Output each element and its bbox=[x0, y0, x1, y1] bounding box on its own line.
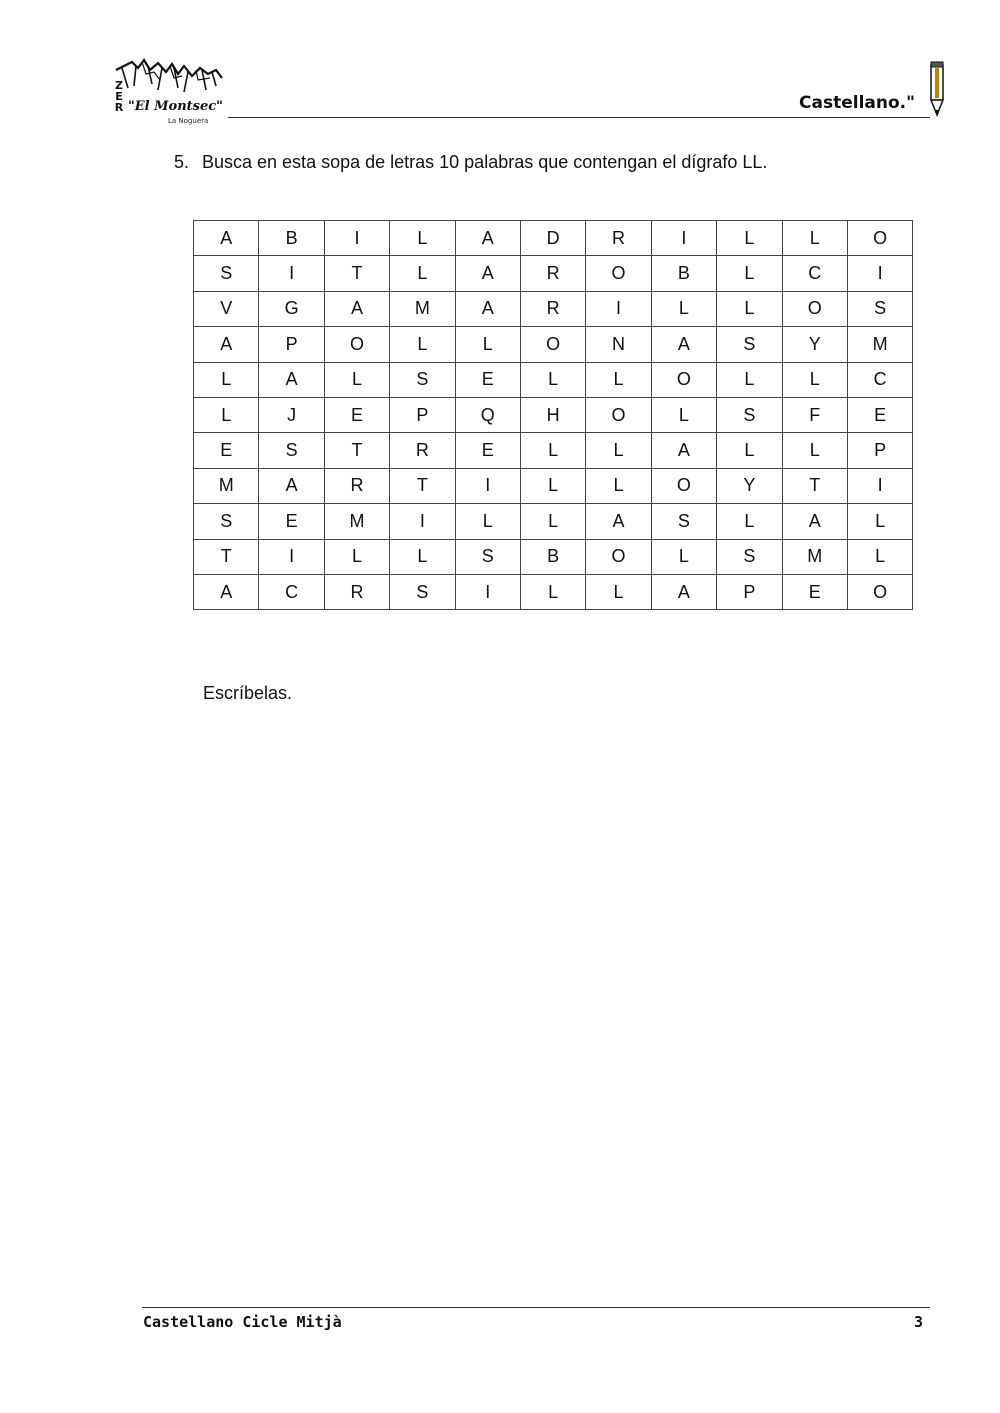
grid-cell[interactable]: V bbox=[194, 291, 259, 326]
grid-cell[interactable]: L bbox=[390, 539, 455, 574]
grid-cell[interactable]: A bbox=[651, 327, 716, 362]
grid-cell[interactable]: T bbox=[782, 468, 847, 503]
grid-cell[interactable]: C bbox=[259, 574, 324, 609]
grid-row bbox=[194, 256, 913, 291]
word-search-grid bbox=[193, 220, 913, 610]
footer-rule bbox=[142, 1307, 930, 1308]
grid-cell[interactable]: M bbox=[194, 468, 259, 503]
grid-cell[interactable]: D bbox=[520, 221, 585, 256]
grid-cell[interactable]: I bbox=[847, 256, 912, 291]
grid-cell[interactable]: L bbox=[651, 397, 716, 432]
grid-cell[interactable]: L bbox=[520, 468, 585, 503]
grid-cell[interactable]: O bbox=[847, 221, 912, 256]
grid-cell[interactable]: S bbox=[194, 256, 259, 291]
grid-cell[interactable]: R bbox=[324, 468, 389, 503]
grid-row bbox=[194, 327, 913, 362]
grid-row bbox=[194, 397, 913, 432]
grid-cell[interactable]: O bbox=[586, 256, 651, 291]
grid-cell[interactable]: M bbox=[390, 291, 455, 326]
grid-cell[interactable]: L bbox=[717, 362, 782, 397]
grid-cell[interactable]: E bbox=[455, 362, 520, 397]
grid-cell[interactable]: L bbox=[520, 574, 585, 609]
grid-cell[interactable]: E bbox=[455, 433, 520, 468]
grid-cell[interactable]: O bbox=[586, 539, 651, 574]
grid-row bbox=[194, 468, 913, 503]
grid-cell[interactable]: R bbox=[586, 221, 651, 256]
grid-cell[interactable]: I bbox=[651, 221, 716, 256]
grid-cell[interactable]: C bbox=[782, 256, 847, 291]
grid-cell[interactable]: A bbox=[455, 221, 520, 256]
grid-cell[interactable]: R bbox=[390, 433, 455, 468]
grid-cell[interactable]: L bbox=[847, 539, 912, 574]
grid-cell[interactable]: O bbox=[782, 291, 847, 326]
grid-cell[interactable]: O bbox=[651, 362, 716, 397]
grid-cell[interactable]: T bbox=[324, 256, 389, 291]
grid-cell[interactable]: E bbox=[194, 433, 259, 468]
grid-cell[interactable]: O bbox=[324, 327, 389, 362]
grid-cell[interactable]: L bbox=[455, 327, 520, 362]
grid-cell[interactable]: A bbox=[586, 504, 651, 539]
grid-cell[interactable]: L bbox=[717, 433, 782, 468]
grid-cell[interactable]: I bbox=[586, 291, 651, 326]
grid-cell[interactable]: L bbox=[847, 504, 912, 539]
grid-cell[interactable]: A bbox=[324, 291, 389, 326]
grid-cell[interactable]: Q bbox=[455, 397, 520, 432]
write-prompt: Escríbelas. bbox=[203, 683, 293, 703]
grid-row bbox=[194, 291, 913, 326]
grid-cell[interactable]: O bbox=[586, 397, 651, 432]
grid-cell[interactable]: I bbox=[455, 574, 520, 609]
grid-cell[interactable]: T bbox=[194, 539, 259, 574]
grid-cell[interactable]: M bbox=[782, 539, 847, 574]
grid-cell[interactable]: R bbox=[324, 574, 389, 609]
grid-cell[interactable]: S bbox=[455, 539, 520, 574]
grid-cell[interactable]: B bbox=[651, 256, 716, 291]
grid-cell[interactable]: Y bbox=[782, 327, 847, 362]
grid-cell[interactable]: L bbox=[390, 221, 455, 256]
grid-cell[interactable]: M bbox=[324, 504, 389, 539]
grid-cell[interactable]: A bbox=[651, 433, 716, 468]
grid-cell[interactable]: L bbox=[651, 291, 716, 326]
grid-row bbox=[194, 433, 913, 468]
grid-row bbox=[194, 362, 913, 397]
grid-cell[interactable]: S bbox=[717, 327, 782, 362]
exercise-instruction bbox=[174, 152, 767, 173]
grid-row bbox=[194, 574, 913, 609]
grid-cell[interactable]: H bbox=[520, 397, 585, 432]
grid-cell[interactable]: L bbox=[194, 362, 259, 397]
grid-cell[interactable]: O bbox=[520, 327, 585, 362]
grid-cell[interactable]: Y bbox=[717, 468, 782, 503]
grid-cell[interactable]: I bbox=[390, 504, 455, 539]
grid-cell[interactable]: I bbox=[324, 221, 389, 256]
footer-course: Castellano Cicle Mitjà bbox=[143, 1313, 342, 1331]
grid-row bbox=[194, 221, 913, 256]
grid-cell[interactable]: I bbox=[259, 539, 324, 574]
grid-cell[interactable]: L bbox=[782, 433, 847, 468]
subject-title: Castellano." bbox=[799, 93, 915, 113]
grid-cell[interactable]: R bbox=[520, 291, 585, 326]
grid-cell[interactable]: L bbox=[520, 362, 585, 397]
grid-cell[interactable]: N bbox=[586, 327, 651, 362]
grid-cell[interactable]: E bbox=[782, 574, 847, 609]
grid-cell[interactable]: L bbox=[586, 468, 651, 503]
grid-cell[interactable]: T bbox=[390, 468, 455, 503]
grid-cell[interactable]: G bbox=[259, 291, 324, 326]
grid-cell[interactable]: A bbox=[259, 468, 324, 503]
grid-cell[interactable]: L bbox=[520, 433, 585, 468]
logo-acronym: ZER bbox=[114, 79, 124, 114]
grid-cell[interactable]: S bbox=[390, 362, 455, 397]
grid-row bbox=[194, 539, 913, 574]
grid-cell[interactable]: L bbox=[782, 362, 847, 397]
exercise-number: 5. bbox=[174, 152, 190, 172]
grid-cell[interactable]: B bbox=[520, 539, 585, 574]
grid-cell[interactable]: L bbox=[520, 504, 585, 539]
grid-cell[interactable]: L bbox=[390, 256, 455, 291]
grid-cell[interactable]: L bbox=[651, 539, 716, 574]
grid-cell[interactable]: L bbox=[324, 362, 389, 397]
grid-cell[interactable]: L bbox=[586, 362, 651, 397]
grid-cell[interactable]: O bbox=[651, 468, 716, 503]
grid-cell[interactable]: A bbox=[782, 504, 847, 539]
grid-cell[interactable]: A bbox=[194, 574, 259, 609]
grid-cell[interactable]: B bbox=[259, 221, 324, 256]
grid-cell[interactable]: L bbox=[586, 574, 651, 609]
grid-cell[interactable]: S bbox=[847, 291, 912, 326]
grid-cell[interactable]: S bbox=[651, 504, 716, 539]
grid-cell[interactable]: P bbox=[847, 433, 912, 468]
grid-cell[interactable]: A bbox=[194, 221, 259, 256]
grid-cell[interactable]: L bbox=[194, 397, 259, 432]
grid-cell[interactable]: P bbox=[717, 574, 782, 609]
grid-cell[interactable]: F bbox=[782, 397, 847, 432]
grid-cell[interactable]: S bbox=[390, 574, 455, 609]
grid-cell[interactable]: E bbox=[847, 397, 912, 432]
grid-cell[interactable]: L bbox=[717, 291, 782, 326]
grid-cell[interactable]: A bbox=[651, 574, 716, 609]
mountain-logo-icon bbox=[112, 58, 227, 103]
grid-cell[interactable]: O bbox=[847, 574, 912, 609]
grid-cell[interactable]: S bbox=[259, 433, 324, 468]
grid-cell[interactable]: P bbox=[259, 327, 324, 362]
grid-cell[interactable]: A bbox=[455, 256, 520, 291]
grid-cell[interactable]: C bbox=[847, 362, 912, 397]
grid-cell[interactable]: L bbox=[782, 221, 847, 256]
grid-row bbox=[194, 504, 913, 539]
grid-cell[interactable]: A bbox=[455, 291, 520, 326]
logo-school-name: "El Montsec" bbox=[128, 99, 223, 114]
grid-cell[interactable]: L bbox=[717, 221, 782, 256]
grid-cell[interactable]: L bbox=[390, 327, 455, 362]
page-number: 3 bbox=[913, 1313, 923, 1331]
grid-cell[interactable]: M bbox=[847, 327, 912, 362]
grid-cell[interactable]: J bbox=[259, 397, 324, 432]
pencil-icon bbox=[926, 60, 948, 118]
grid-cell[interactable]: E bbox=[324, 397, 389, 432]
grid-cell[interactable]: A bbox=[194, 327, 259, 362]
school-logo bbox=[112, 58, 227, 128]
grid-cell[interactable]: L bbox=[324, 539, 389, 574]
grid-cell[interactable]: P bbox=[390, 397, 455, 432]
header-rule bbox=[228, 117, 930, 118]
grid-cell[interactable]: A bbox=[259, 362, 324, 397]
grid-cell[interactable]: E bbox=[259, 504, 324, 539]
grid-cell[interactable]: S bbox=[717, 539, 782, 574]
grid-cell[interactable]: L bbox=[455, 504, 520, 539]
grid-cell[interactable]: S bbox=[717, 397, 782, 432]
grid-cell[interactable]: I bbox=[847, 468, 912, 503]
instruction-text: Busca en esta sopa de letras 10 palabras que contengan el dígrafo LL. bbox=[202, 152, 768, 172]
grid-cell[interactable]: L bbox=[717, 504, 782, 539]
grid-cell[interactable]: I bbox=[455, 468, 520, 503]
grid-cell[interactable]: L bbox=[586, 433, 651, 468]
grid-cell[interactable]: I bbox=[259, 256, 324, 291]
grid-cell[interactable]: S bbox=[194, 504, 259, 539]
grid-cell[interactable]: L bbox=[717, 256, 782, 291]
grid-cell[interactable]: T bbox=[324, 433, 389, 468]
logo-location: La Noguera bbox=[168, 117, 209, 125]
grid-cell[interactable]: R bbox=[520, 256, 585, 291]
